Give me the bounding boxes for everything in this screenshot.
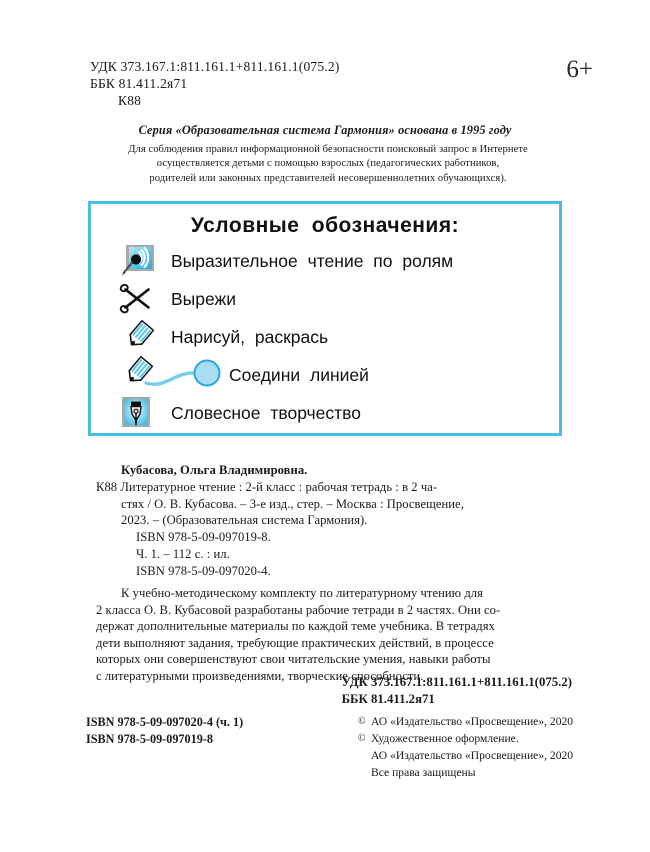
biblio-line: 2023. – (Образовательная система Гармония). — [121, 513, 368, 528]
isbn-block — [86, 714, 243, 748]
copyright-block — [358, 713, 573, 781]
copyright-icon: © — [358, 716, 366, 727]
copyright-text: Все права защищены — [371, 766, 476, 779]
annotation-line: К учебно-методическому комплекту по литературному чтению для — [121, 586, 483, 600]
annotation-line: дети выполняют задания, требующие практических действий, в процессе — [96, 635, 494, 650]
bibliographic-description — [96, 462, 566, 580]
legend-items — [91, 242, 559, 432]
annotation-line: которых они совершенствуют свои читательские умения, навыки работы — [96, 652, 491, 667]
legend-item-label: Словесное творчество — [171, 402, 361, 423]
legend-item-verbal-creativity — [91, 394, 559, 432]
copyright-text: АО «Издательство «Просвещение», 2020 — [371, 715, 574, 728]
legend-item-expressive-reading — [91, 242, 559, 280]
legend-title: Условные обозначения: — [190, 214, 460, 237]
udc-code-bottom: УДК 373.167.1:811.161.1+811.161.1(075.2) — [341, 675, 572, 689]
annotation-paragraph — [96, 585, 561, 685]
udc-code-top: УДК 373.167.1:811.161.1+811.161.1(075.2) — [90, 59, 340, 74]
fountain-pen-nib-icon — [119, 394, 171, 432]
legend-item-label: Соедини линией — [229, 364, 369, 385]
copyright-line-rights — [358, 764, 573, 781]
pencil-line-circle-icon — [119, 356, 171, 394]
safety-note-line: осуществляется детьми с помощью взрослых (педагогических работников, — [156, 158, 500, 170]
copyright-line-design-publisher — [358, 747, 573, 764]
legend-item-connect-line — [91, 356, 559, 394]
legend-item-label: Выразительное чтение по ролям — [171, 250, 454, 271]
biblio-author: Кубасова, Ольга Владимировна. — [121, 463, 308, 477]
legend-item-label: Вырежи — [171, 288, 237, 309]
classification-codes-bottom — [342, 674, 572, 707]
legend-item-label: Нарисуй, раскрась — [171, 326, 329, 347]
shelf-mark: К88 — [118, 93, 142, 108]
annotation-line: 2 класса О. В. Кубасовой разработаны рабочие тетради в 2 частях. Они со- — [96, 602, 501, 617]
isbn-set: ISBN 978-5-09-097019-8 — [86, 732, 213, 746]
biblio-part-line: Ч. 1. – 112 с. : ил. — [136, 546, 230, 561]
legend-item-draw-color — [91, 318, 559, 356]
safety-note-line: родителей или законных представителей несовершеннолетних обучающихся). — [149, 172, 507, 184]
biblio-isbn-line: ISBN 978-5-09-097020-4. — [136, 563, 271, 578]
biblio-line: стях / О. В. Кубасова. – 3-е изд., стер. – Москва : Просвещение, — [121, 496, 464, 511]
isbn-part: ISBN 978-5-09-097020-4 (ч. 1) — [86, 715, 244, 729]
copyright-line-design — [358, 730, 573, 747]
age-rating-mark: 6+ — [566, 56, 593, 83]
copyright-text: Художественное оформление. — [371, 732, 519, 745]
series-statement: Серия «Образовательная система Гармония» основана в 1995 году — [138, 123, 512, 137]
safety-note-line: Для соблюдения правил информационной безопасности поисковый запрос в Интернете — [128, 144, 528, 155]
scissors-icon — [119, 280, 171, 318]
biblio-isbn-line: ISBN 978-5-09-097019-8. — [136, 530, 271, 545]
bbk-code-bottom: ББК 81.411.2я71 — [341, 691, 435, 706]
pencil-icon — [119, 318, 171, 356]
biblio-line: К88 Литературное чтение : 2-й класс : рабочая тетрадь : в 2 ча- — [96, 479, 438, 494]
internet-safety-note — [118, 143, 538, 186]
legend-item-cut-out — [91, 280, 559, 318]
microphone-sound-waves-icon — [119, 242, 171, 280]
annotation-line: держат дополнительные материалы по каждой теме учебника. В тетрадях — [96, 619, 495, 634]
annotation-line: с литературными произведениями, творческие способности. — [96, 668, 424, 683]
copyright-icon: © — [358, 733, 366, 744]
copyright-text: АО «Издательство «Просвещение», 2020 — [371, 749, 574, 762]
legend-box — [88, 201, 562, 436]
copyright-line-publisher — [358, 713, 573, 730]
classification-codes — [90, 58, 340, 109]
bbk-code-top: ББК 81.411.2я71 — [90, 76, 188, 91]
